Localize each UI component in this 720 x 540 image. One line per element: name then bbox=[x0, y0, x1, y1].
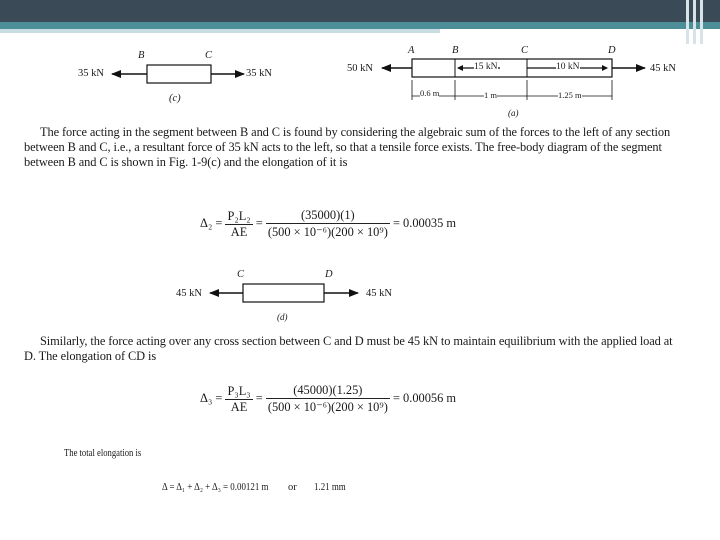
eq-numerator: (45000)(1.25) bbox=[266, 383, 390, 399]
total-elongation-equation: Δ = Δ₁ + Δ₂ + Δ₃ = 0.00121 m bbox=[162, 482, 269, 493]
total-elongation-label: The total elongation is bbox=[64, 448, 142, 459]
eq-result: = 0.00035 m bbox=[392, 215, 457, 230]
total-or: or bbox=[288, 482, 297, 493]
load-label: 35 kN bbox=[246, 68, 272, 79]
eq-numerator: P₂L₂ bbox=[227, 208, 251, 223]
eq-denominator: AE bbox=[230, 224, 248, 239]
eq-denominator: (500 × 10⁻⁶)(200 × 10⁹) bbox=[267, 400, 388, 414]
point-label: D bbox=[325, 269, 333, 280]
eq-denominator: (500 × 10⁻⁶)(200 × 10⁹) bbox=[267, 225, 388, 239]
load-label: 35 kN bbox=[78, 68, 104, 79]
figure-c bbox=[112, 65, 244, 83]
bar-segment-cd bbox=[243, 284, 324, 302]
point-label: C bbox=[205, 50, 213, 61]
eq-lhs: Δ₂ = bbox=[200, 215, 223, 230]
load-label: 45 kN bbox=[650, 63, 676, 74]
load-label: 45 kN bbox=[366, 288, 392, 299]
equation-delta-3 bbox=[200, 383, 456, 415]
point-label: D bbox=[608, 45, 616, 56]
paragraph-cd-segment: Similarly, the force acting over any cross section between C and D must be 45 kN to maintain equilibrium with the applied load at D. The elongation of CD is bbox=[24, 334, 673, 363]
point-label: C bbox=[521, 45, 529, 56]
load-label: 10 kN bbox=[556, 62, 580, 72]
figure-caption: (a) bbox=[508, 108, 519, 118]
eq-result: = 0.00056 m bbox=[392, 390, 457, 405]
load-label: 50 kN bbox=[347, 63, 373, 74]
eq-denominator: AE bbox=[230, 399, 248, 414]
point-label: B bbox=[138, 50, 145, 61]
eq-equals: = bbox=[255, 215, 263, 230]
eq-numerator: (35000)(1) bbox=[266, 208, 390, 224]
figure-d bbox=[210, 284, 358, 302]
point-label: B bbox=[452, 45, 459, 56]
figure-caption: (c) bbox=[169, 93, 181, 104]
eq-lhs: Δ₃ = bbox=[200, 390, 223, 405]
load-label: 45 kN bbox=[176, 288, 202, 299]
dimension-label: 0.6 m bbox=[420, 88, 440, 98]
point-label: C bbox=[237, 269, 245, 280]
total-elongation-mm: 1.21 mm bbox=[314, 482, 346, 493]
dimension-label: 1 m bbox=[484, 90, 497, 100]
paragraph-bc-segment: The force acting in the segment between B and C is found by considering the algebraic sum of the forces to the left of any section between B and C, i.e., a resultant force of 35 kN acts to the left, so that a tensile force exists. The free-body diagram of the segment between B and C is shown in Fig. 1-9(c) and the elongation of it is bbox=[24, 125, 671, 169]
point-label: A bbox=[408, 45, 415, 56]
figure-caption: (d) bbox=[277, 312, 288, 322]
dimension-label: 1.25 m bbox=[558, 90, 582, 100]
equation-delta-2 bbox=[200, 208, 456, 240]
bar-segment-bc bbox=[147, 65, 211, 83]
eq-numerator: P₃L₃ bbox=[227, 383, 251, 398]
eq-equals: = bbox=[255, 390, 263, 405]
load-label: 15 kN bbox=[474, 62, 498, 72]
